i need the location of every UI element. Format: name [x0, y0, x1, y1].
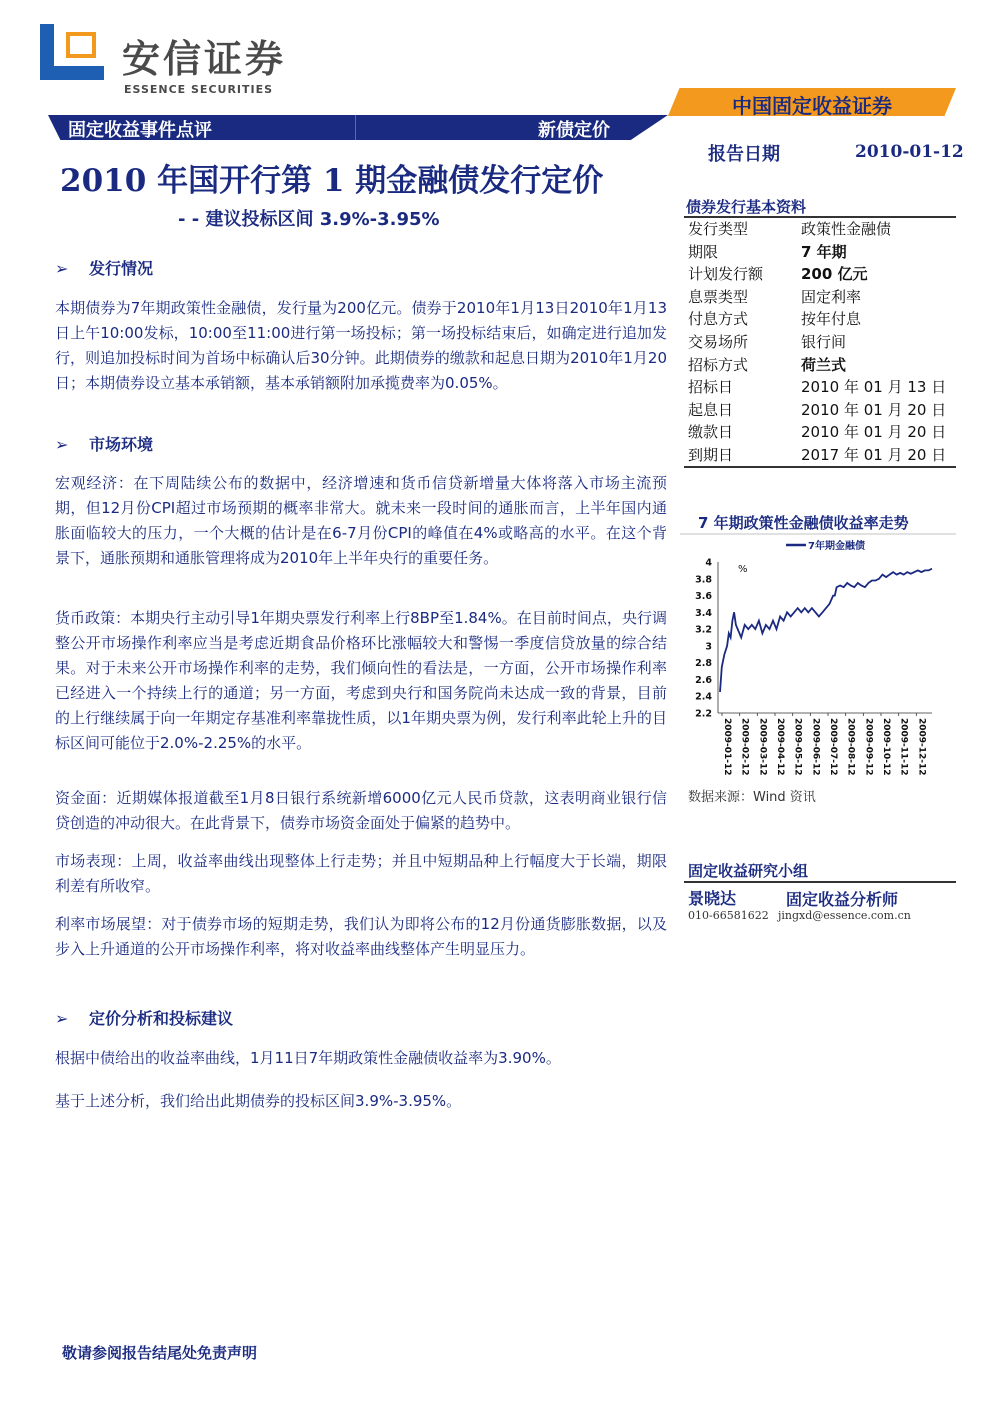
- bond-info-value: 荷兰式: [801, 355, 847, 374]
- x-tick-label: 2009-04-12: [775, 718, 785, 776]
- bond-info-key: 起息日: [688, 400, 734, 419]
- x-tick-label: 2009-01-12: [722, 718, 732, 776]
- chart-title: 7 年期政策性金融债收益率走势: [698, 514, 909, 532]
- bullet-arrow-icon: ➢: [55, 259, 69, 278]
- bond-info-value: 7 年期: [801, 242, 847, 261]
- x-tick-label: 2009-07-12: [828, 718, 838, 776]
- bond-info-key: 发行类型: [688, 220, 749, 238]
- bond-info-value: 2017 年 01 月 20 日: [801, 446, 947, 464]
- paragraph: 利率市场展望：对于债券市场的短期走势，我们认为即将公布的12月份通货膨胀数据，以及步入上升通道的公开市场操作利率，将对收益率曲线整体产生明显压力。: [55, 915, 667, 958]
- brand-name-cn: 安信证券: [122, 37, 287, 81]
- bond-info-row: [688, 263, 956, 286]
- x-tick-label: 2009-05-12: [792, 718, 803, 776]
- section-heading-issuance: ➢ 发行情况: [55, 259, 154, 278]
- team-rule: [684, 881, 956, 883]
- bond-info-value: 2010 年 01 月 13 日: [801, 378, 947, 397]
- x-tick-label: 2009-10-12: [881, 718, 891, 776]
- bond-info-row: [688, 421, 956, 444]
- bond-info-row: [688, 308, 956, 331]
- series-line-7y-bond: [720, 569, 932, 692]
- paragraph: 市场表现：上周，收益率曲线出现整体上行走势；并且中短期品种上行幅度大于长端，期限利差有所收窄。: [55, 852, 667, 895]
- bond-info-row: [688, 218, 956, 241]
- paragraph: 资金面：近期媒体报道截至1月8日银行系统新增6000亿元人民币贷款，这表明商业银行信贷创造的冲动很大。在此背景下，债券市场资金面处于偏紧的趋势中。: [55, 789, 667, 832]
- bond-info-row: [688, 354, 956, 377]
- bond-info-value: 200 亿元: [801, 265, 868, 284]
- bond-info-key: 到期日: [688, 446, 734, 464]
- brand-logo-mark: [40, 24, 104, 80]
- bullet-arrow-icon: ➢: [55, 435, 69, 454]
- table-bottom-rule: [684, 466, 956, 468]
- y-tick-label: 3.8: [695, 574, 712, 586]
- disclaimer-note: 敬请参阅报告结尾处免责声明: [62, 1344, 258, 1362]
- bond-info-value: 固定利率: [801, 287, 862, 306]
- y-tick-label: 2.6: [695, 674, 712, 686]
- bond-info-key: 期限: [688, 242, 719, 261]
- bond-info-row: [688, 399, 956, 422]
- x-tick-label: 2009-02-12: [739, 718, 750, 776]
- analyst-title: 固定收益分析师: [786, 890, 899, 909]
- bond-info-key: 付息方式: [688, 310, 749, 329]
- page-subtitle: - - 建议投标区间 3.9%-3.95%: [178, 209, 440, 230]
- bond-info-key: 息票类型: [688, 287, 749, 306]
- x-tick-label: 2009-06-12: [810, 718, 821, 776]
- bullet-arrow-icon: ➢: [55, 1009, 69, 1028]
- y-tick-label: 3.2: [695, 624, 712, 636]
- y-tick-label: 2.2: [695, 708, 712, 720]
- bond-info-key: 缴款日: [688, 423, 734, 442]
- y-tick-label: 3: [705, 641, 712, 653]
- y-tick-label: 2.8: [695, 658, 712, 670]
- analyst-email[interactable]: jingxd@essence.com.cn: [778, 909, 911, 922]
- bond-info-row: [688, 331, 956, 354]
- report-date: 2010-01-12: [855, 142, 964, 162]
- subcategory-label: 新债定价: [538, 120, 610, 141]
- team-heading: 固定收益研究小组: [688, 862, 809, 880]
- bond-info-row: [688, 241, 956, 264]
- bond-info-heading: 债券发行基本资料: [686, 198, 807, 216]
- report-date-label: 报告日期: [708, 144, 780, 165]
- x-tick-label: 2009-08-12: [845, 718, 856, 776]
- paragraph: 根据中债给出的收益率曲线，1月11日7年期政策性金融债收益率为3.90%。: [55, 1049, 561, 1067]
- y-tick-label: 4: [705, 557, 712, 569]
- bond-info-value: 银行间: [801, 333, 847, 351]
- section-heading-market: ➢ 市场环境: [55, 435, 154, 454]
- paragraph: 货币政策：本期央行主动引导1年期央票发行利率上行8BP至1.84%。在目前时间点，央行调整公开市场操作利率应当是考虑近期食品价格环比涨幅较大和警惕一季度信贷放量的综合结果。对于未来公开市场操作利率的走势，我们倾向性的看法是，一方面，公开市场操作利率已经进入一个持续上行的通道；另一方面，考虑到央行和国务院尚未达成一致的背景，目前的上行继续属于向一年期定存基准利率靠拢性质，以1年期央票为例，发行利率此轮上升的目标区间可能位于2.0%-2.25%的水平。: [55, 609, 667, 752]
- bond-info-key: 招标日: [688, 378, 734, 397]
- page-title: 2010 年国开行第 1 期金融债发行定价: [60, 163, 604, 199]
- chart-legend: [786, 539, 865, 552]
- category-bar-divider: [355, 115, 356, 140]
- legend-label: 7年期金融债: [808, 541, 865, 552]
- bond-info-value: 2010 年 01 月 20 日: [801, 423, 947, 442]
- yield-chart: [680, 532, 956, 780]
- x-tick-label: 2009-11-12: [898, 718, 909, 776]
- x-tick-label: 2009-03-12: [757, 718, 768, 776]
- bond-info-key: 计划发行额: [688, 265, 764, 284]
- series-tab: 中国固定收益证券: [732, 94, 892, 118]
- bond-info-value: 2010 年 01 月 20 日: [801, 400, 947, 419]
- bond-info-key: 交易场所: [688, 333, 749, 351]
- bond-info-row: [688, 286, 956, 309]
- bond-info-row: [688, 444, 956, 467]
- bond-info-row: [688, 376, 956, 399]
- bond-info-key: 招标方式: [688, 355, 749, 374]
- bond-info-value: 按年付息: [801, 310, 862, 329]
- analyst-name: 景晓达: [688, 889, 737, 908]
- y-tick-label: 2.4: [695, 691, 712, 703]
- x-tick-label: 2009-09-12: [863, 718, 874, 776]
- y-axis-unit: %: [738, 564, 748, 575]
- chart-source: 数据来源：Wind 资讯: [688, 790, 816, 805]
- category-label: 固定收益事件点评: [68, 120, 212, 141]
- analyst-phone: 010-66581622: [688, 909, 769, 922]
- section-heading-pricing: ➢ 定价分析和投标建议: [55, 1009, 234, 1028]
- x-tick-label: 2009-12-12: [916, 718, 927, 776]
- y-tick-label: 3.6: [695, 591, 712, 603]
- paragraph: 宏观经济：在下周陆续公布的数据中，经济增速和货币信贷新增量大体将落入市场主流预期，但12月份CPI超过市场预期的概率非常大。就未来一段时间的通胀而言，上半年国内通胀面临较大的压力，一个大概的估计是在6-7月份CPI的峰值在4%或略高的水平。在这个背景下，通胀预期和通胀管理将成为2010年上半年央行的重要任务。: [55, 474, 667, 567]
- paragraph: 基于上述分析，我们给出此期债券的投标区间3.9%-3.95%。: [55, 1092, 462, 1110]
- brand-name-en: ESSENCE SECURITIES: [124, 83, 274, 96]
- y-tick-label: 3.4: [695, 607, 712, 619]
- paragraph: 本期债券为7年期政策性金融债，发行量为200亿元。债券于2010年1月13日2010年1月13日上午10:00发标，10:00至11:00进行第一场投标；第一场投标结束后，如确定进行追加发行，则追加投标时间为首场中标确认后30分钟。此期债券的缴款和起息日期为2010年1月20日；本期债券设立基本承销额，基本承销额附加承揽费率为0.05%。: [55, 299, 667, 392]
- bond-info-value: 政策性金融债: [801, 220, 892, 238]
